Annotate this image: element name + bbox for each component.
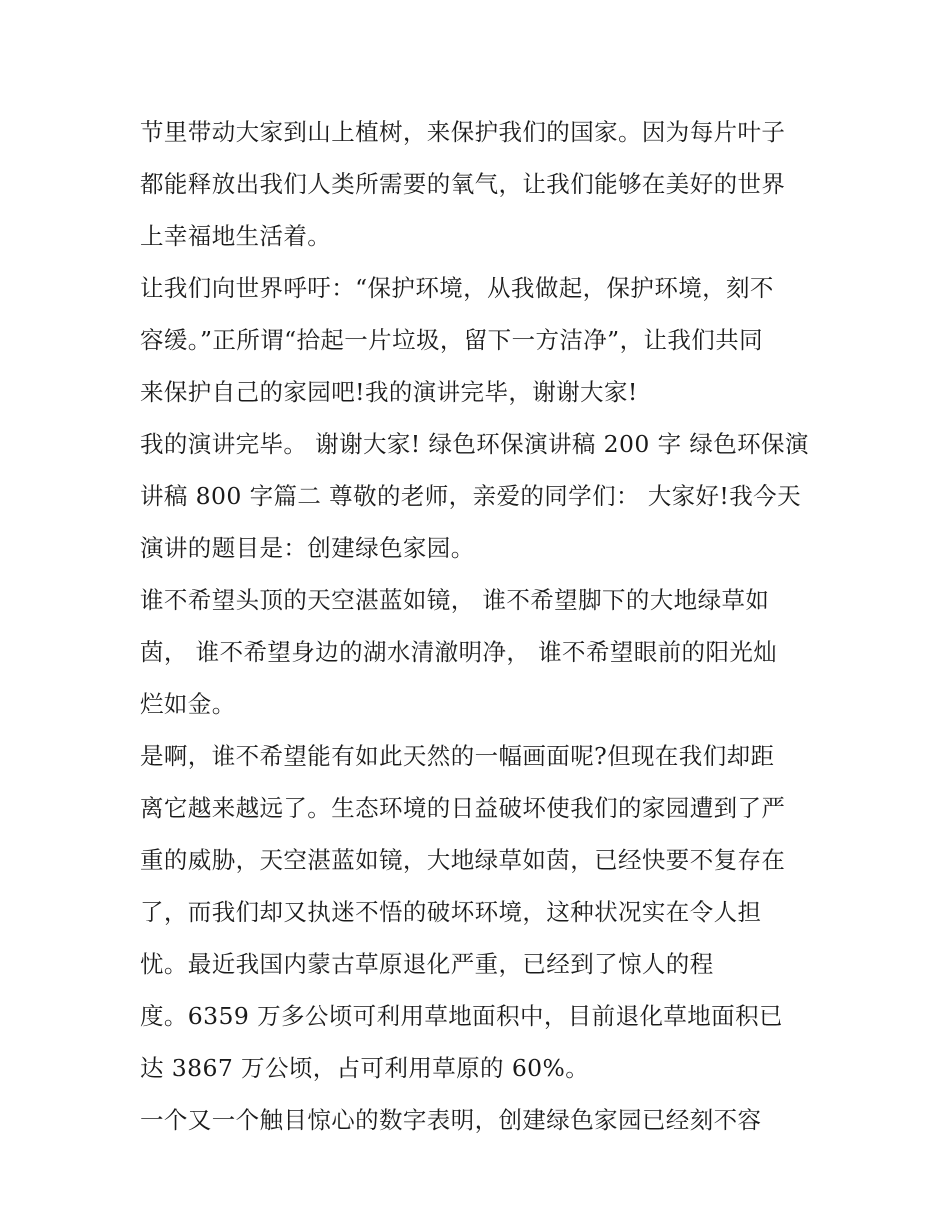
text-line: 来保护自己的家园吧!我的演讲完毕，谢谢大家! <box>140 378 638 406</box>
text-line: 了，而我们却又执迷不悟的破坏环境，这种状况实在令人担 <box>140 898 762 926</box>
text-line: 茵， 谁不希望身边的湖水清澈明净， 谁不希望眼前的阳光灿 <box>140 638 778 666</box>
text-line: 让我们向世界呼吁：“保护环境，从我做起，保护环境，刻不 <box>140 274 774 302</box>
text-line: 离它越来越远了。生态环境的日益破坏使我们的家园遭到了严 <box>140 794 786 822</box>
document-body <box>140 106 820 1146</box>
text-line: 一个又一个触目惊心的数字表明，创建绿色家园已经刻不容 <box>140 1106 762 1134</box>
text-line: 容缓。”正所谓“拾起一片垃圾，留下一方洁净”，让我们共同 <box>140 326 763 354</box>
text-line: 达 3867 万公顷，占可利用草原的 60%。 <box>140 1054 590 1082</box>
text-line: 谁不希望头顶的天空湛蓝如镜， 谁不希望脚下的大地绿草如 <box>140 586 770 614</box>
text-line: 都能释放出我们人类所需要的氧气，让我们能够在美好的世界 <box>140 170 786 198</box>
text-line: 演讲的题目是：创建绿色家园。 <box>140 534 475 562</box>
text-line: 我的演讲完毕。 谢谢大家! 绿色环保演讲稿 200 字 绿色环保演 <box>140 430 809 458</box>
text-line: 度。6359 万多公顷可利用草地面积中，目前退化草地面积已 <box>140 1002 783 1030</box>
text-line: 忧。最近我国内蒙古草原退化严重，已经到了惊人的程 <box>140 950 714 978</box>
text-line: 是啊，谁不希望能有如此天然的一幅画面呢?但现在我们却距 <box>140 742 775 770</box>
text-line: 节里带动大家到山上植树，来保护我们的国家。因为每片叶子 <box>140 118 786 146</box>
text-line: 重的威胁，天空湛蓝如镜，大地绿草如茵，已经快要不复存在 <box>140 846 786 874</box>
text-line: 上幸福地生活着。 <box>140 222 332 250</box>
text-line: 讲稿 800 字篇二 尊敬的老师，亲爱的同学们： 大家好!我今天 <box>140 482 801 510</box>
text-line: 烂如金。 <box>140 690 236 718</box>
